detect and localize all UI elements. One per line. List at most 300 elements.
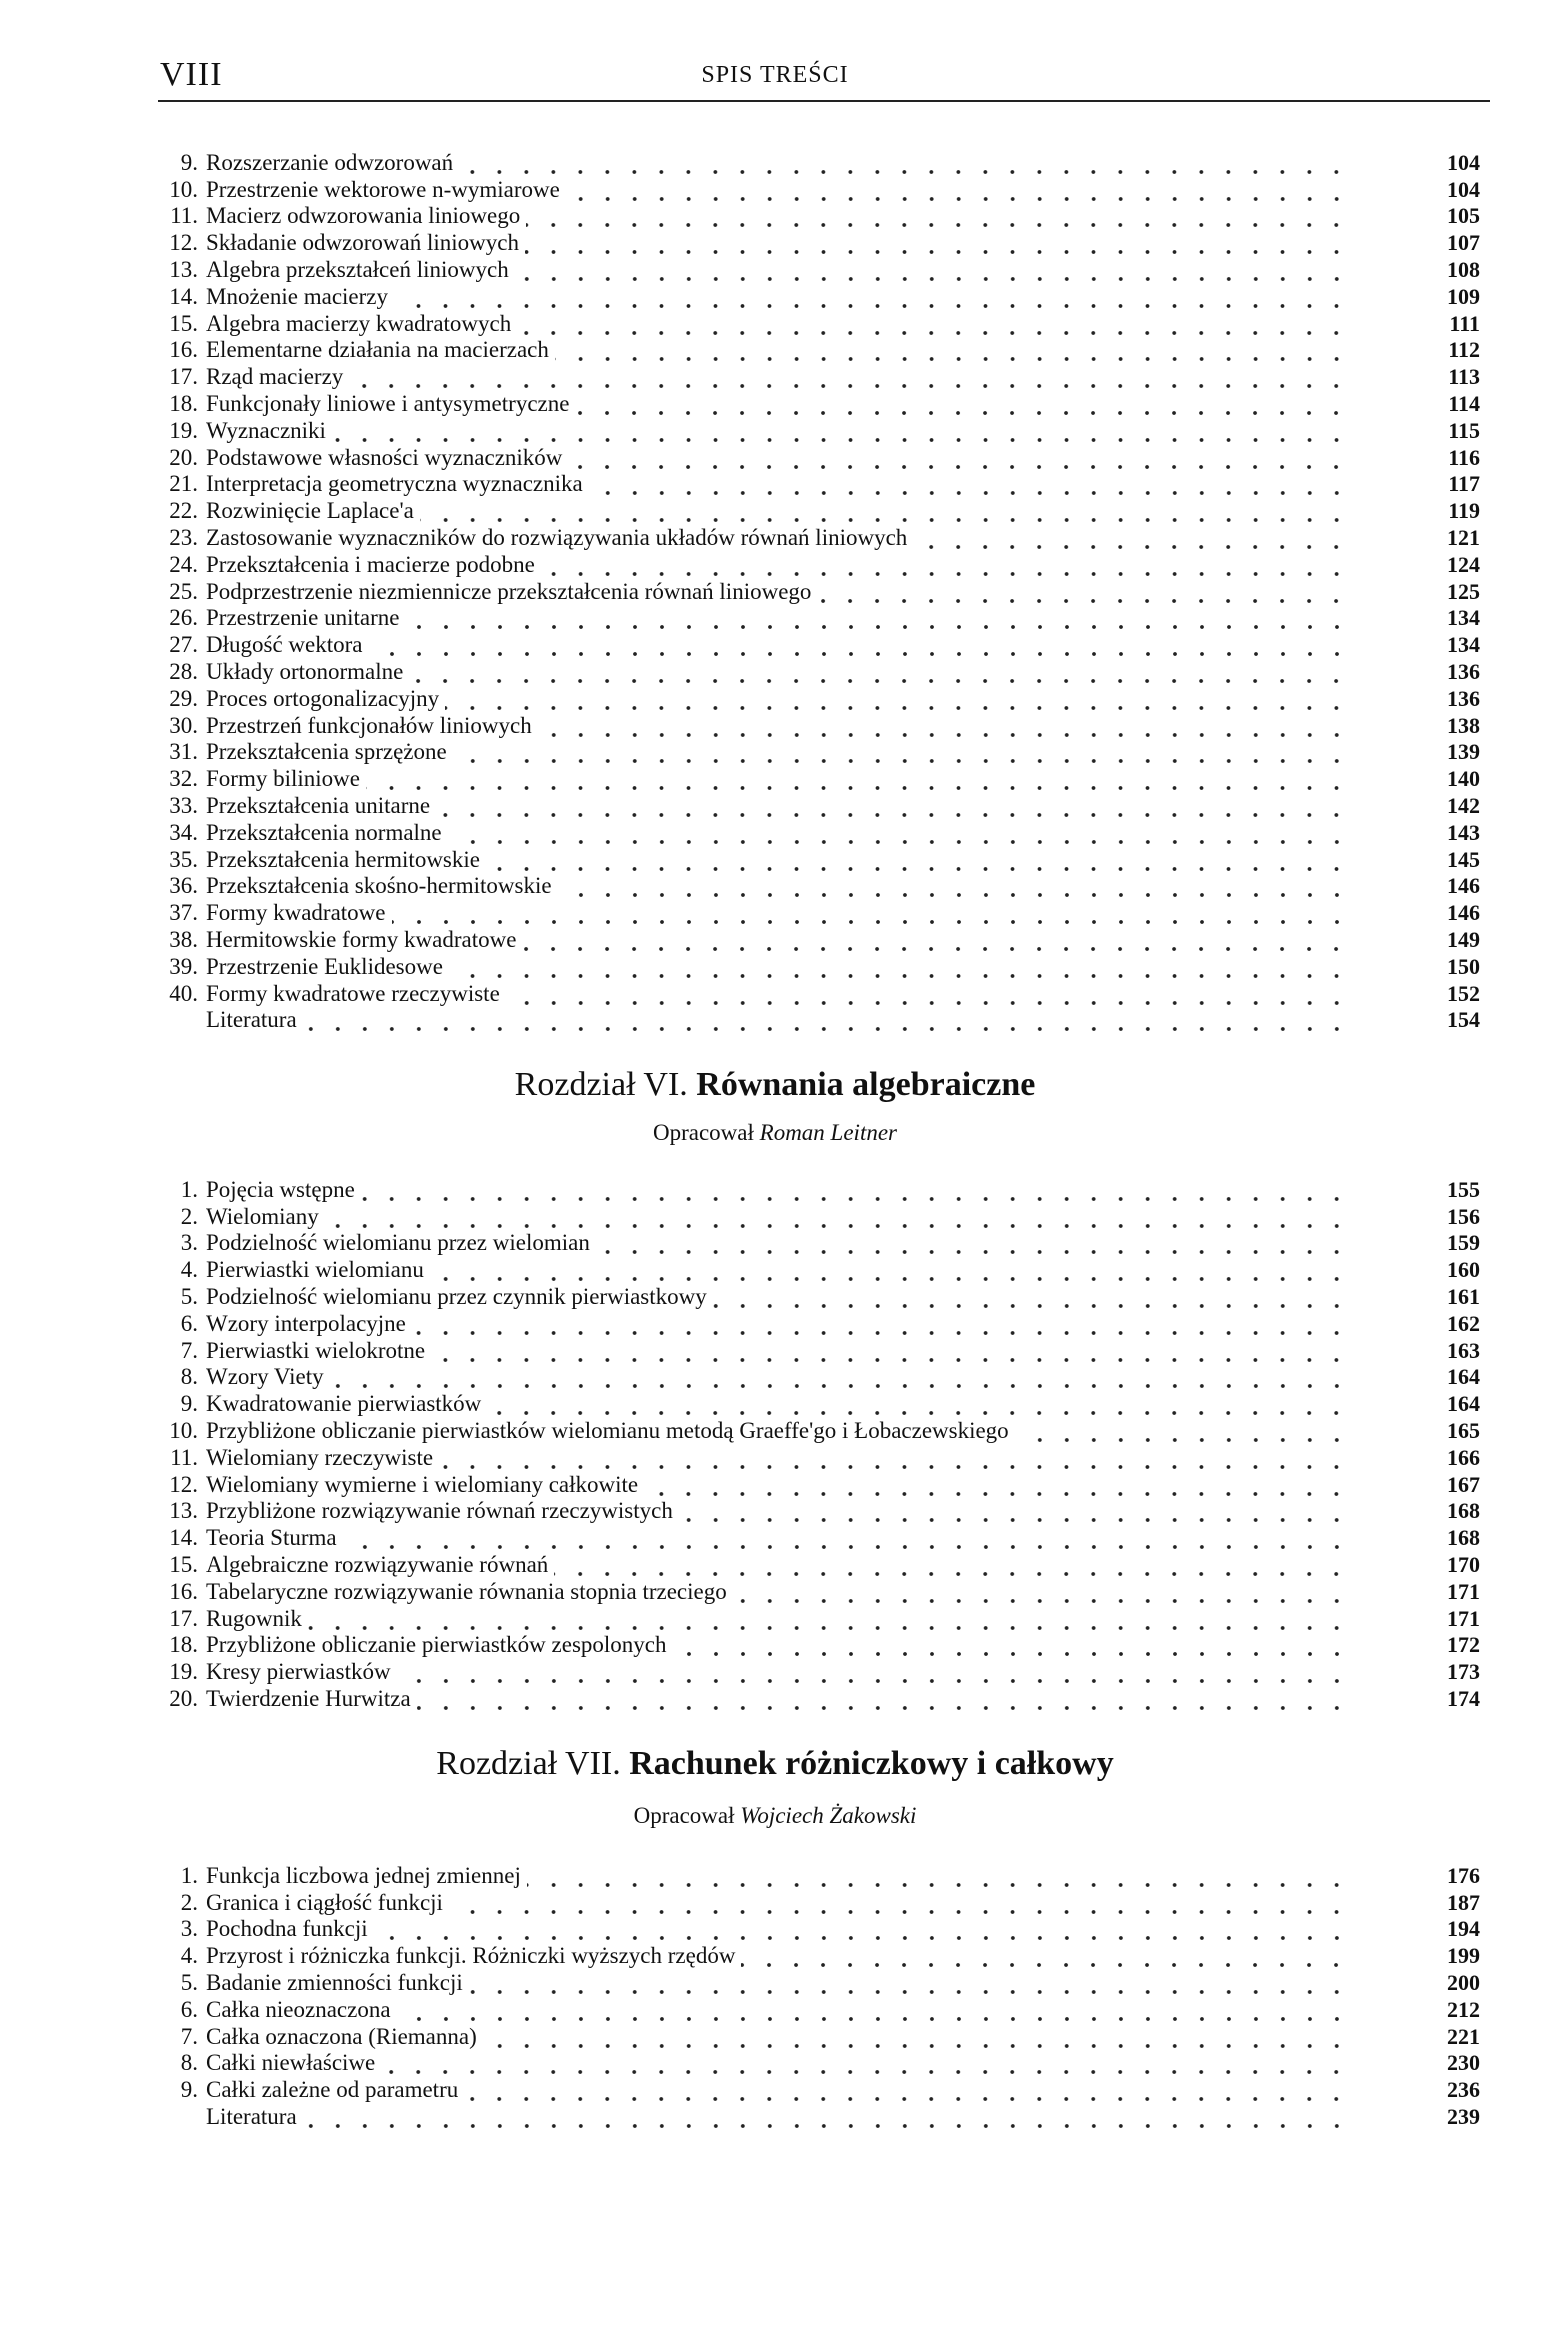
entry-number: 36.: [169, 873, 198, 899]
toc-entry: [150, 2076, 1480, 2103]
dot-leader: [538, 713, 1350, 739]
toc-section-7: [150, 1862, 1480, 2130]
entry-number: 7.: [180, 2023, 198, 2049]
entry-title: Rozszerzanie odwzorowań: [206, 149, 454, 175]
entry-title: Układy ortonormalne: [206, 658, 404, 684]
entry-number: 11.: [170, 203, 198, 229]
entry-number: 12.: [169, 1471, 198, 1497]
entry-title: Podstawowe własności wyznaczników: [206, 444, 563, 470]
entry-number: 28.: [169, 658, 198, 684]
toc-entry: [150, 2103, 1480, 2130]
entry-title: Kwadratowanie pierwiastków: [206, 1391, 482, 1417]
entry-page: 134: [1447, 632, 1480, 658]
chapter-6-by: Opracował: [652, 1120, 754, 1145]
entry-number: 1.: [180, 1862, 198, 1888]
entry-number: 30.: [169, 712, 198, 738]
toc-entry: [150, 1007, 1480, 1034]
entry-page: 166: [1447, 1444, 1480, 1470]
toc-entry: [150, 819, 1480, 846]
entry-title: Wielomiany: [206, 1203, 319, 1229]
dot-leader: [464, 2077, 1350, 2103]
toc-entry: [150, 1969, 1480, 1996]
entry-number: 22.: [169, 498, 198, 524]
toc-entry: [150, 1916, 1480, 1943]
entry-title: Przekształcenia hermitowskie: [206, 846, 480, 872]
dot-leader: [527, 1863, 1350, 1889]
toc-entry: [150, 310, 1480, 337]
entry-number: 29.: [169, 685, 198, 711]
dot-leader: [439, 1445, 1350, 1471]
dot-leader: [596, 1230, 1350, 1256]
entry-title: Przybliżone rozwiązywanie równań rzeczywistych: [206, 1498, 673, 1524]
entry-title: Literatura: [206, 1007, 297, 1033]
entry-number: 40.: [169, 980, 198, 1006]
dot-leader: [575, 391, 1350, 417]
dot-leader: [1015, 1418, 1350, 1444]
dot-leader: [555, 337, 1350, 363]
toc-entry: [150, 524, 1480, 551]
toc-entry: [150, 631, 1480, 658]
entry-page: 167: [1447, 1471, 1480, 1497]
entry-number: 8.: [180, 1364, 198, 1390]
entry-page: 152: [1447, 980, 1480, 1006]
entry-number: 2.: [180, 1203, 198, 1229]
entry-page: 109: [1447, 283, 1480, 309]
toc-entry: [150, 1658, 1480, 1685]
toc-entry: [150, 1578, 1480, 1605]
entry-page: 112: [1448, 337, 1480, 363]
toc-entry: [150, 1203, 1480, 1230]
dot-leader: [449, 954, 1350, 980]
toc-entry: [150, 1632, 1480, 1659]
toc-entry: [150, 1471, 1480, 1498]
toc-entry: [150, 203, 1480, 230]
entry-title: Wzory interpolacyjne: [206, 1310, 406, 1336]
toc-entry: [150, 1605, 1480, 1632]
entry-page: 119: [1448, 498, 1480, 524]
toc-entry: [150, 551, 1480, 578]
toc-entry: [150, 1337, 1480, 1364]
entry-page: 136: [1447, 685, 1480, 711]
entry-number: 9.: [180, 1391, 198, 1417]
entry-title: Całki zależne od parametru: [206, 2077, 459, 2103]
dot-leader: [420, 498, 1350, 524]
entry-page: 138: [1447, 712, 1480, 738]
entry-number: 8.: [180, 2050, 198, 2076]
dot-leader: [673, 1632, 1351, 1658]
toc-entry: [150, 471, 1480, 498]
entry-number: 1.: [180, 1176, 198, 1202]
toc-entry: [150, 417, 1480, 444]
entry-number: 4.: [180, 1943, 198, 1969]
entry-number: 23.: [169, 524, 198, 550]
entry-number: 19.: [169, 417, 198, 443]
toc-entry: [150, 899, 1480, 926]
toc-entry: [150, 1685, 1480, 1712]
entry-title: Przybliżone obliczanie pierwiastków wielomianu metodą Graeffe'go i Łobaczewskiego: [206, 1417, 1009, 1443]
dot-leader: [515, 257, 1350, 283]
entry-number: 14.: [169, 283, 198, 309]
entry-title: Rząd macierzy: [206, 364, 344, 390]
chapter-7-heading: [0, 1745, 1550, 1783]
entry-page: 116: [1448, 444, 1480, 470]
entry-page: 194: [1447, 1916, 1480, 1942]
entry-page: 159: [1447, 1230, 1480, 1256]
toc-entry: [150, 1551, 1480, 1578]
entry-page: 115: [1448, 417, 1480, 443]
toc-entry: [150, 953, 1480, 980]
toc-entry: [150, 337, 1480, 364]
toc-entry: [150, 792, 1480, 819]
entry-number: 18.: [169, 390, 198, 416]
toc-entry: [150, 739, 1480, 766]
entry-title: Przekształcenia skośno-hermitowskie: [206, 873, 552, 899]
chapter-7-author: Wojciech Żakowski: [740, 1803, 917, 1828]
toc-entry: [150, 1889, 1480, 1916]
entry-number: 39.: [169, 953, 198, 979]
entry-number: 9.: [180, 149, 198, 175]
entry-title: Kresy pierwiastków: [206, 1659, 391, 1685]
dot-leader: [644, 1472, 1350, 1498]
entry-page: 117: [1448, 471, 1480, 497]
toc-entry: [150, 1996, 1480, 2023]
entry-page: 140: [1447, 766, 1480, 792]
dot-leader: [713, 1284, 1350, 1310]
entry-number: 5.: [180, 1969, 198, 1995]
dot-leader: [406, 605, 1351, 631]
entry-page: 200: [1447, 1969, 1480, 1995]
toc-section-5: [150, 149, 1480, 1033]
entry-number: 3.: [180, 1916, 198, 1942]
toc-entry: [150, 658, 1480, 685]
toc-entry: [150, 1310, 1480, 1337]
entry-title: Literatura: [206, 2103, 297, 2129]
page-number: VIII: [160, 56, 223, 93]
entry-page: 125: [1447, 578, 1480, 604]
toc-entry: [150, 1364, 1480, 1391]
toc-entry: [150, 605, 1480, 632]
entry-page: 212: [1447, 1996, 1480, 2022]
entry-number: 10.: [169, 176, 198, 202]
entry-page: 221: [1447, 2023, 1480, 2049]
chapter-7-title: Rachunek różniczkowy i całkowy: [629, 1745, 1114, 1782]
entry-number: 5.: [180, 1283, 198, 1309]
dot-leader: [487, 1391, 1350, 1417]
toc-entry: [150, 256, 1480, 283]
entry-title: Przekształcenia unitarne: [206, 792, 431, 818]
entry-page: 173: [1447, 1659, 1480, 1685]
toc-entry: [150, 1256, 1480, 1283]
entry-title: Mnożenie macierzy: [206, 283, 388, 309]
dot-leader: [506, 981, 1350, 1007]
entry-title: Formy biliniowe: [206, 766, 360, 792]
entry-number: 24.: [169, 551, 198, 577]
entry-title: Twierdzenie Hurwitza: [206, 1685, 411, 1711]
entry-page: 160: [1447, 1257, 1480, 1283]
running-header: SPIS TREŚCI: [701, 62, 849, 88]
entry-page: 162: [1447, 1310, 1480, 1336]
dot-leader: [568, 445, 1350, 471]
dot-leader: [526, 203, 1350, 229]
toc-entry: [150, 578, 1480, 605]
dot-leader: [369, 632, 1351, 658]
entry-title: Pochodna funkcji: [206, 1916, 368, 1942]
toc-entry: [150, 1417, 1480, 1444]
dot-leader: [381, 2050, 1350, 2076]
entry-page: 230: [1447, 2050, 1480, 2076]
entry-number: 15.: [169, 1551, 198, 1577]
entry-title: Pierwiastki wielomianu: [206, 1257, 424, 1283]
entry-number: 16.: [169, 337, 198, 363]
entry-title: Algebraiczne rozwiązywanie równań: [206, 1551, 549, 1577]
entry-page: 154: [1447, 1007, 1480, 1033]
entry-title: Długość wektora: [206, 632, 363, 658]
entry-page: 163: [1447, 1337, 1480, 1363]
dot-leader: [913, 525, 1350, 551]
toc-entry: [150, 497, 1480, 524]
entry-page: 145: [1447, 846, 1480, 872]
entry-page: 114: [1448, 390, 1480, 416]
entry-number: 38.: [169, 926, 198, 952]
entry-page: 107: [1447, 230, 1480, 256]
entry-title: Przybliżone obliczanie pierwiastków zespolonych: [206, 1632, 667, 1658]
entry-number: 14.: [169, 1525, 198, 1551]
entry-title: Podzielność wielomianu przez wielomian: [206, 1230, 590, 1256]
entry-number: 4.: [180, 1257, 198, 1283]
entry-page: 168: [1447, 1498, 1480, 1524]
entry-title: Wzory Viety: [206, 1364, 324, 1390]
entry-number: 6.: [180, 1996, 198, 2022]
dot-leader: [554, 1552, 1350, 1578]
dot-leader: [525, 230, 1350, 256]
entry-page: 142: [1447, 792, 1480, 818]
entry-number: 2.: [180, 1889, 198, 1915]
entry-title: Elementarne działania na macierzach: [206, 337, 549, 363]
dot-leader: [343, 1525, 1350, 1551]
entry-page: 164: [1447, 1391, 1480, 1417]
entry-number: 19.: [169, 1659, 198, 1685]
header-rule: [158, 100, 1490, 102]
toc-entry: [150, 1176, 1480, 1203]
entry-number: 17.: [169, 364, 198, 390]
toc-section-6: [150, 1176, 1480, 1712]
entry-number: 37.: [169, 900, 198, 926]
entry-title: Funkcjonały liniowe i antysymetryczne: [206, 390, 570, 416]
dot-leader: [733, 1579, 1350, 1605]
dot-leader: [469, 1970, 1350, 1996]
dot-leader: [394, 284, 1350, 310]
entry-number: 12.: [169, 230, 198, 256]
entry-number: 27.: [169, 632, 198, 658]
entry-number: 7.: [180, 1337, 198, 1363]
entry-title: Pierwiastki wielokrotne: [206, 1337, 426, 1363]
entry-page: 161: [1447, 1283, 1480, 1309]
chapter-7-by: Opracował: [633, 1803, 735, 1828]
entry-page: 113: [1448, 364, 1480, 390]
chapter-6-prefix: Rozdział VI.: [514, 1066, 688, 1103]
toc-entry: [150, 1862, 1480, 1889]
toc-entry: [150, 685, 1480, 712]
dot-leader: [332, 418, 1350, 444]
entry-title: Tabelaryczne rozwiązywanie równania stopnia trzeciego: [206, 1578, 727, 1604]
toc-entry: [150, 712, 1480, 739]
dot-leader: [449, 1890, 1350, 1916]
chapter-6-title: Równania algebraiczne: [696, 1066, 1036, 1103]
entry-number: 34.: [169, 819, 198, 845]
entry-title: Proces ortogonalizacyjny: [206, 685, 440, 711]
chapter-7-prefix: Rozdział VII.: [436, 1745, 621, 1782]
dot-leader: [361, 1177, 1350, 1203]
entry-page: 155: [1447, 1176, 1480, 1202]
dot-leader: [589, 471, 1350, 497]
entry-page: 171: [1447, 1578, 1480, 1604]
dot-leader: [325, 1204, 1350, 1230]
toc-entry: [150, 176, 1480, 203]
entry-page: 111: [1449, 310, 1480, 336]
dot-leader: [522, 927, 1350, 953]
entry-page: 176: [1447, 1862, 1480, 1888]
dot-leader: [409, 659, 1350, 685]
entry-page: 199: [1447, 1943, 1480, 1969]
entry-page: 108: [1447, 256, 1480, 282]
entry-number: 15.: [169, 310, 198, 336]
entry-title: Hermitowskie formy kwadratowe: [206, 926, 517, 952]
entry-title: Składanie odwzorowań liniowych: [206, 230, 519, 256]
toc-entry: [150, 1498, 1480, 1525]
entry-title: Całki niewłaściwe: [206, 2050, 376, 2076]
entry-page: 139: [1447, 739, 1480, 765]
entry-title: Algebra przekształceń liniowych: [206, 256, 509, 282]
entry-title: Przekształcenia i macierze podobne: [206, 551, 535, 577]
entry-page: 146: [1447, 900, 1480, 926]
entry-page: 149: [1447, 926, 1480, 952]
dot-leader: [430, 1257, 1350, 1283]
entry-title: Podzielność wielomianu przez czynnik pierwiastkowy: [206, 1283, 707, 1309]
entry-title: Pojęcia wstępne: [206, 1176, 355, 1202]
toc-entry: [150, 283, 1480, 310]
dot-leader: [349, 364, 1350, 390]
entry-page: 171: [1447, 1605, 1480, 1631]
toc-entry: [150, 1230, 1480, 1257]
dot-leader: [486, 847, 1350, 873]
dot-leader: [517, 311, 1350, 337]
dot-leader: [303, 2104, 1350, 2130]
entry-number: 35.: [169, 846, 198, 872]
entry-title: Wielomiany rzeczywiste: [206, 1444, 434, 1470]
toc-entry: [150, 980, 1480, 1007]
dot-leader: [397, 1997, 1350, 2023]
chapter-6-author-line: [0, 1120, 1550, 1146]
entry-page: 104: [1447, 176, 1480, 202]
toc-entry: [150, 846, 1480, 873]
dot-leader: [431, 1338, 1350, 1364]
entry-number: 13.: [169, 1498, 198, 1524]
entry-number: 32.: [169, 766, 198, 792]
entry-page: 172: [1447, 1632, 1480, 1658]
entry-number: 26.: [169, 605, 198, 631]
dot-leader: [459, 150, 1350, 176]
entry-page: 239: [1447, 2103, 1480, 2129]
entry-number: 10.: [169, 1417, 198, 1443]
toc-entry: [150, 149, 1480, 176]
dot-leader: [303, 1007, 1350, 1033]
entry-title: Przestrzeń funkcjonałów liniowych: [206, 712, 532, 738]
entry-title: Interpretacja geometryczna wyznacznika: [206, 471, 583, 497]
entry-title: Rozwinięcie Laplace'a: [206, 498, 414, 524]
dot-leader: [483, 2024, 1350, 2050]
entry-page: 143: [1447, 819, 1480, 845]
dot-leader: [541, 552, 1350, 578]
entry-title: Badanie zmienności funkcji: [206, 1969, 463, 1995]
entry-number: 20.: [169, 1685, 198, 1711]
entry-page: 136: [1447, 658, 1480, 684]
entry-page: 165: [1447, 1417, 1480, 1443]
entry-page: 104: [1447, 149, 1480, 175]
toc-entry: [150, 765, 1480, 792]
entry-page: 134: [1447, 605, 1480, 631]
dot-leader: [308, 1606, 1350, 1632]
entry-number: 20.: [169, 444, 198, 470]
entry-title: Teoria Sturma: [206, 1525, 337, 1551]
dot-leader: [397, 1659, 1350, 1685]
entry-title: Przyrost i różniczka funkcji. Różniczki wyższych rzędów: [206, 1943, 736, 1969]
entry-title: Zastosowanie wyznaczników do rozwiązywania układów równań liniowych: [206, 524, 908, 550]
entry-title: Całka oznaczona (Riemanna): [206, 2023, 477, 2049]
entry-title: Algebra macierzy kwadratowych: [206, 310, 512, 336]
dot-leader: [330, 1364, 1350, 1390]
entry-number: 6.: [180, 1310, 198, 1336]
toc-entry: [150, 1524, 1480, 1551]
dot-leader: [817, 579, 1350, 605]
entry-title: Wyznaczniki: [206, 417, 326, 443]
entry-number: 13.: [169, 256, 198, 282]
entry-title: Całka nieoznaczona: [206, 1996, 391, 2022]
entry-page: 121: [1447, 524, 1480, 550]
entry-number: 3.: [180, 1230, 198, 1256]
entry-title: Wielomiany wymierne i wielomiany całkowite: [206, 1471, 639, 1497]
toc-entry: [150, 1942, 1480, 1969]
entry-number: 18.: [169, 1632, 198, 1658]
dot-leader: [558, 873, 1350, 899]
chapter-6-author: Roman Leitner: [759, 1120, 897, 1145]
toc-entry: [150, 229, 1480, 256]
dot-leader: [417, 1686, 1350, 1712]
entry-number: 16.: [169, 1578, 198, 1604]
entry-number: 9.: [180, 2077, 198, 2103]
toc-entry: [150, 2050, 1480, 2077]
entry-title: Przestrzenie unitarne: [206, 605, 400, 631]
toc-entry: [150, 444, 1480, 471]
dot-leader: [679, 1498, 1350, 1524]
dot-leader: [453, 739, 1350, 765]
entry-page: 156: [1447, 1203, 1480, 1229]
entry-page: 146: [1447, 873, 1480, 899]
toc-entry: [150, 363, 1480, 390]
toc-entry: [150, 2023, 1480, 2050]
chapter-6-heading: [0, 1066, 1550, 1104]
toc-entry: [150, 390, 1480, 417]
entry-title: Macierz odwzorowania liniowego: [206, 203, 521, 229]
entry-number: 33.: [169, 792, 198, 818]
entry-title: Granica i ciągłość funkcji: [206, 1889, 443, 1915]
entry-title: Podprzestrzenie niezmiennicze przekształcenia równań liniowego: [206, 578, 812, 604]
entry-page: 174: [1447, 1685, 1480, 1711]
entry-page: 170: [1447, 1551, 1480, 1577]
dot-leader: [448, 820, 1350, 846]
entry-number: 21.: [169, 471, 198, 497]
entry-page: 150: [1447, 953, 1480, 979]
toc-entry: [150, 873, 1480, 900]
